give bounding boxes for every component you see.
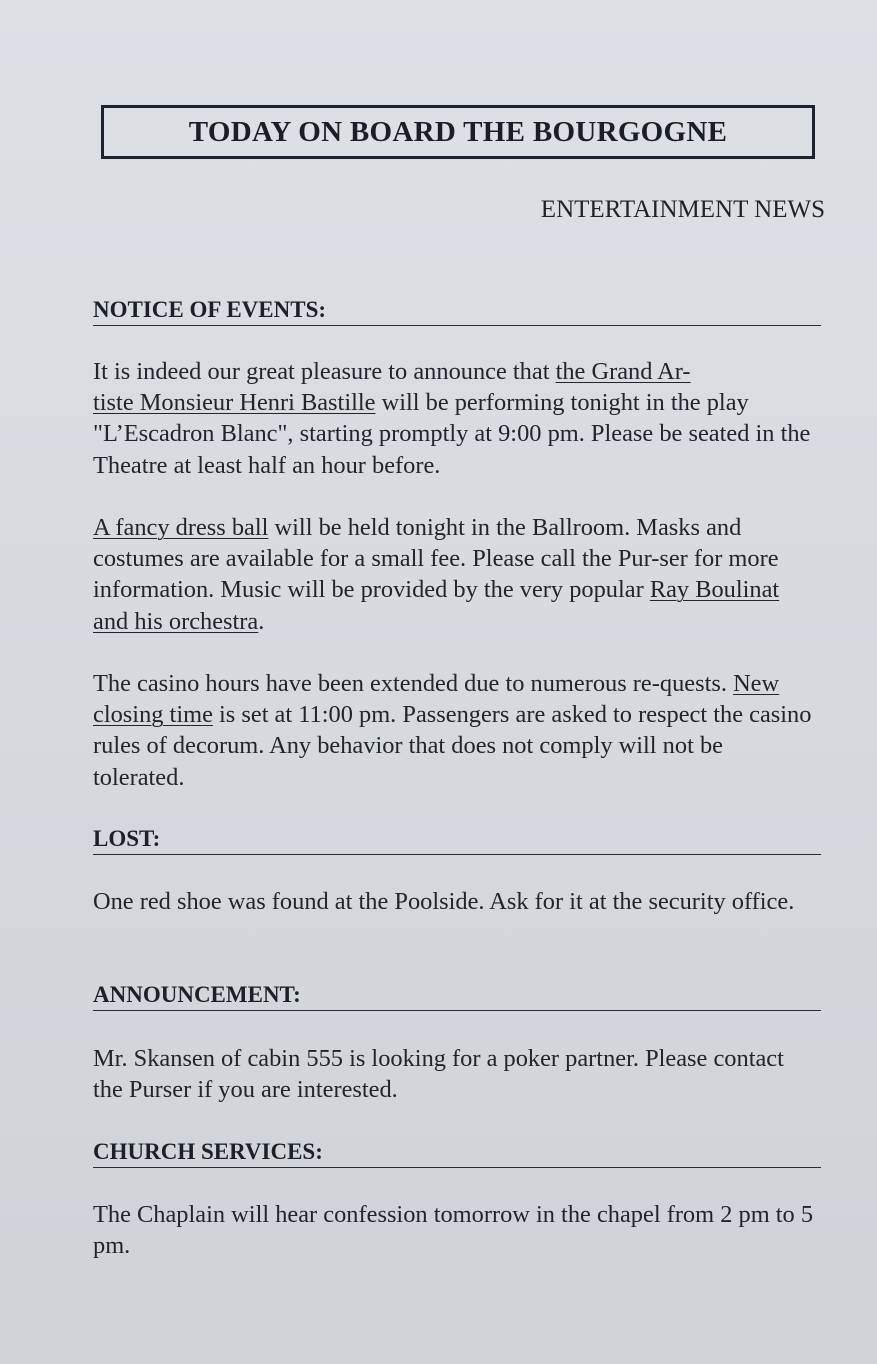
section-heading-notice: NOTICE OF EVENTS: — [93, 296, 821, 326]
title-box — [101, 105, 815, 159]
notice-p3-text-a: The casino hours have been extended due to numerous re-quests. — [93, 670, 734, 697]
church-paragraph: The Chaplain will hear confession tomorrow in the chapel from 2 pm to 5 pm. — [93, 1201, 814, 1260]
notice-p2-link-2: Ray Boulinat and his orchestra — [93, 576, 780, 635]
notice-p1-text-a: It is indeed our great pleasure to announce that — [93, 358, 556, 385]
notice-paragraph-2 — [93, 512, 818, 637]
section-heading-announcement: ANNOUNCEMENT: — [93, 981, 821, 1011]
notice-p1-link-2: tiste Monsieur Henri Bastille — [93, 389, 376, 417]
notice-paragraph-1 — [93, 356, 818, 481]
section-heading-church: CHURCH SERVICES: — [93, 1138, 821, 1168]
notice-p1-text-b: will be performing tonight in the play "L’Escadron Blanc", starting promptly at 9:00 pm. Please be seated in the Theatre at least half an hour before. — [93, 389, 811, 479]
notice-p2-text-b: . — [258, 607, 265, 635]
notice-paragraph-3 — [93, 668, 818, 793]
notice-p2-link-1: A fancy dress ball — [93, 514, 269, 541]
notice-p2-text-a: will be held tonight in the Ballroom. Masks and costumes are available for a small fee. Please call the Pur-ser for more information. Music will be provided by the very popular — [93, 514, 779, 604]
section-heading-lost: LOST: — [93, 825, 821, 855]
lost-paragraph: One red shoe was found at the Poolside. Ask for it at the security office. — [93, 888, 795, 915]
page-title: TODAY ON BOARD THE BOURGOGNE — [188, 115, 728, 148]
notice-p3-text-b: is set at 11:00 pm. Passengers are asked to respect the casino rules of decorum. Any behavior that does not comply will not be tolerated. — [93, 701, 812, 791]
notice-p3-link: New closing time — [93, 670, 780, 729]
page-subtitle: ENTERTAINMENT NEWS — [540, 196, 825, 223]
notice-p1-link-1: the Grand Ar- — [555, 358, 691, 385]
announcement-paragraph: Mr. Skansen of cabin 555 is looking for a poker partner. Please contact the Purser if you are interested. — [93, 1045, 784, 1104]
